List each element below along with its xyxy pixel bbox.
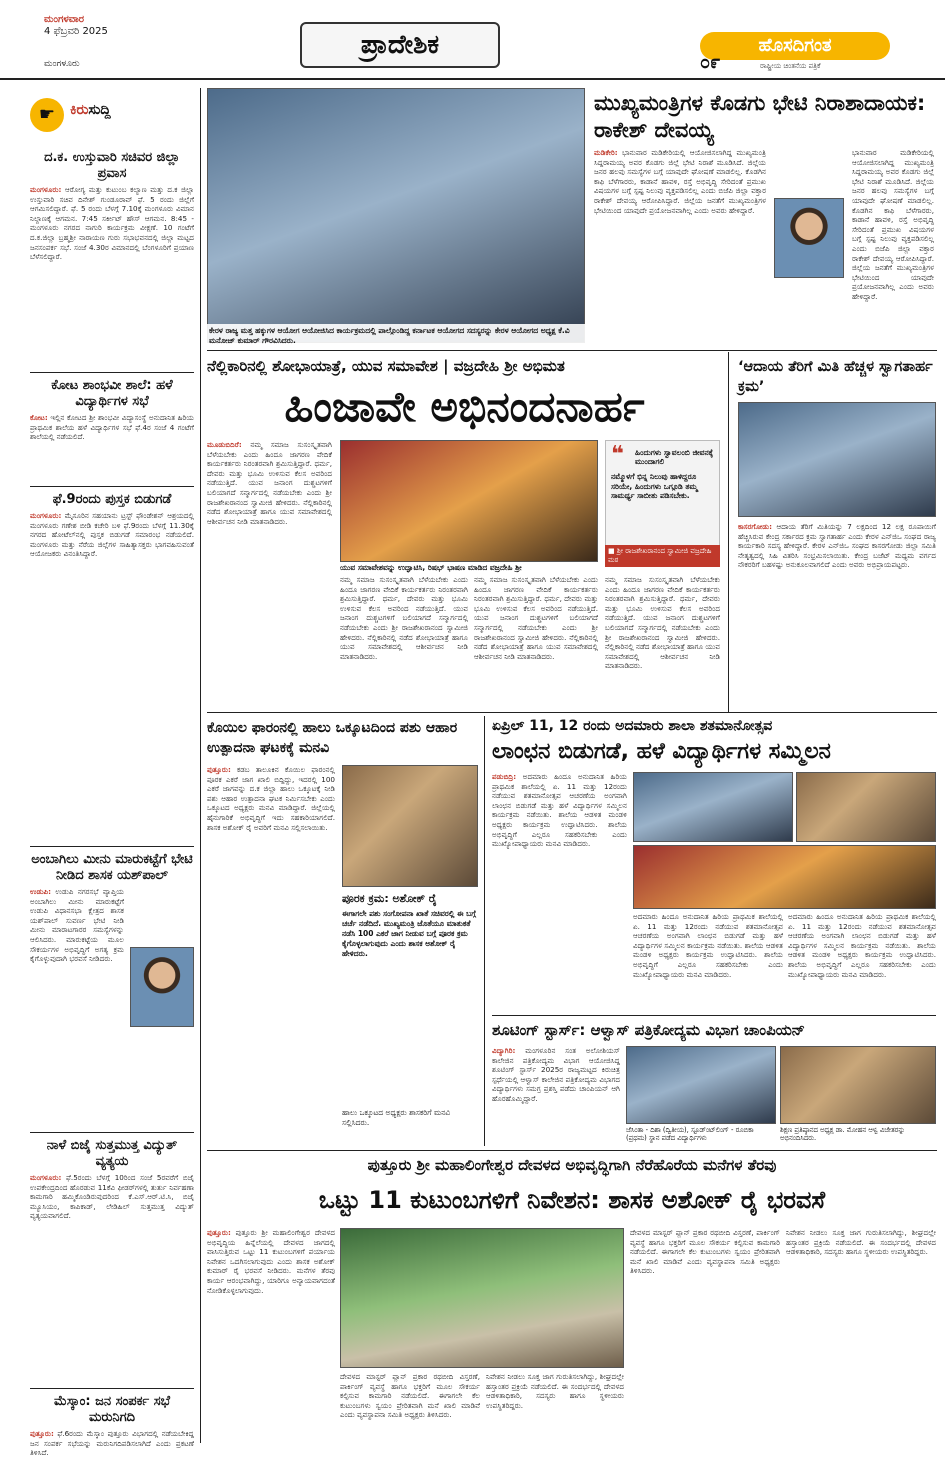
kerala-commission-photo [207,88,585,343]
column-divider [200,88,201,1443]
brief-body: ಉಡುಪಿ: ಉಡುಪಿ ನಗರಸಭೆ ವ್ಯಾಪ್ತಿಯ ಅಂಬಾಗಿಲು ಮೀನು ಮಾರುಕಟ್ಟೆಗೆ ಉಡುಪಿ ವಿಧಾನಸಭಾ ಕ್ಷೇತ್ರದ ಶಾಸಕ ಯಶ್‌ಪಾಲ್ ಸುವರ್ಣ ಭೇಟಿ ನೀಡಿ ಮೀನು ಮಾರಾಟಗಾರರ ಸಮಸ್ಯೆಗಳನ್ನು ಆಲಿಸಿದರು. ಮಾರುಕಟ್ಟೆಯ ಮೂಲ ಸೌಕರ್ಯಗಳ ಅಭಿವೃದ್ಧಿಗೆ ಅಗತ್ಯ ಕ್ರಮ ಕೈಗೊಳ್ಳುವುದಾಗಿ ಭರವಸೆ ನೀಡಿದರು. [30,887,124,964]
brief-item [30,1394,194,1459]
kodagu-headline: ಮುಖ್ಯಮಂತ್ರಿಗಳ ಕೊಡಗು ಭೇಟಿ ನಿರಾಶಾದಾಯಕ: ರಾಕೇಶ್ ದೇವಯ್ಯ [594,91,926,142]
adamaru-body-col3: ಅದಮಾರು ಹಿಂದೂ ಅನುದಾನಿತ ಹಿರಿಯ ಪ್ರಾಥಮಿಕ ಶಾಲೆಯಲ್ಲಿ ಏ. 11 ಮತ್ತು 12ರಂದು ನಡೆಯುವ ಶತಮಾನೋತ್ಸವ ಆಚರಣೆಯ ಅಂಗವಾಗಿ ಲಾಂಛನ ಬಿಡುಗಡೆ ಮತ್ತು ಹಳೆ ವಿದ್ಯಾರ್ಥಿಗಳ ಸಮ್ಮಿಲನ ಕಾರ್ಯಕ್ರಮ ನಡೆಯಿತು. ಶಾಲೆಯ ಆಡಳಿತ ಮಂಡಳಿ ಅಧ್ಯಕ್ಷರು ಕಾರ್ಯಕ್ರಮ ಉದ್ಘಾಟಿಸಿದರು. ಶಾಲೆಯ ಅಭಿವೃದ್ಧಿಗೆ ಎಲ್ಲರೂ ಸಹಕರಿಸಬೇಕು ಎಂದು ಮುಖ್ಯೋಪಾಧ್ಯಾಯರು ಮನವಿ ಮಾಡಿದರು. [788,912,936,979]
shooting-caption-a: ಜೆಸಿಂತಾ - ದಿಶಾ (ದ್ವಿತೀಯ), ಸ್ಟೂಡ್‌ಂಟ್‌ಲಿಂಗ್ - ರೂಬಿಕಾ (ಪ್ರಥಮ) ಸ್ಥಾನ ಪಡೆದ ವಿದ್ಯಾರ್ಥಿಗಳು [626,1126,754,1142]
hinjave-kicker: ನೆಲ್ಲಿಕಾರಿನಲ್ಲಿ ಶೋಭಾಯಾತ್ರೆ, ಯುವ ಸಮಾವೇಶ | ವಜ್ರದೇಹಿ ಶ್ರೀ ಅಭಿಮತ [207,357,565,375]
header-rule [0,78,945,80]
quote-author: ■ ಶ್ರೀ ರಾಜಶೇಖರಾನಂದ ಸ್ವಾಮೀಜಿ ವಜ್ರದೇಹಿ ಮಠ [605,545,720,567]
brief-title: ಫೆ.9ರಂದು ಪುಸ್ತಕ ಬಿಡುಗಡೆ [52,492,172,507]
koila-box [342,892,478,1109]
kodagu-body: ಮಡಿಕೇರಿ: ಭಾನುವಾರ ಮಡಿಕೇರಿಯಲ್ಲಿ ಆಯೋಜಿಸಲಾಗಿದ್ದ ಮುಖ್ಯಮಂತ್ರಿ ಸಿದ್ದರಾಮಯ್ಯ ಅವರ ಕೊಡಗು ಜಿಲ್ಲೆ ಭೇಟಿ ನಿರಾಶೆ ಮೂಡಿಸಿದೆ. ಜಿಲ್ಲೆಯ ಜನರ ಹಲವು ಸಮಸ್ಯೆಗಳ ಬಗ್ಗೆ ಯಾವುದೇ ಘೋಷಣೆ ಮಾಡಲಿಲ್ಲ. ಕೊಡಗಿನ ಕಾಫಿ ಬೆಳೆಗಾರರು, ಕಾಡಾನೆ ಹಾವಳಿ, ರಸ್ತೆ ಅಭಿವೃದ್ಧಿ ಸೇರಿದಂತೆ ಪ್ರಮುಖ ವಿಷಯಗಳ ಬಗ್ಗೆ ಸ್ಪಷ್ಟ ನಿಲುವು ವ್ಯಕ್ತಪಡಿಸಲಿಲ್ಲ ಎಂದು ಬಿಜೆಪಿ ಜಿಲ್ಲಾ ವಕ್ತಾರ ರಾಕೇಶ್ ದೇವಯ್ಯ ಆರೋಪಿಸಿದ್ದಾರೆ. ಜಿಲ್ಲೆಯ ಜನತೆಗೆ ಮುಖ್ಯಮಂತ್ರಿಗಳ ಭೇಟಿಯಿಂದ ಯಾವುದೇ ಪ್ರಯೋಜನವಾಗಿಲ್ಲ ಎಂದು ಅವರು ಹೇಳಿದ್ದಾರೆ. [594,148,766,215]
mahalingeshwara-kicker: ಪುತ್ತೂರು ಶ್ರೀ ಮಹಾಲಿಂಗೇಶ್ವರ ದೇವಳದ ಅಭಿವೃದ್ಧಿಗಾಗಿ ನೆರೆಹೊರೆಯ ಮನೆಗಳ ತೆರವು [367,1156,777,1174]
aadaya-photo [738,402,936,517]
brief-item [30,852,194,1127]
koila-box-title: ಪೂರಕ ಕ್ರಮ: ಅಶೋಕ್ ರೈ [342,892,437,905]
story-rule [207,1150,937,1151]
hinjave-body-col4: ನಮ್ಮ ಸಮಾಜ ಸುಸಂಸ್ಕೃತವಾಗಿ ಬೆಳೆಯಬೇಕು ಎಂದು ಹಿಂದೂ ಜಾಗರಣ ವೇದಿಕೆ ಕಾರ್ಯಕರ್ತರು ನಿರಂತರವಾಗಿ ಶ್ರಮಿಸುತ್ತಿದ್ದಾರೆ. ಧರ್ಮ, ದೇವರು ಮತ್ತು ಭೂಮಿ ಉಳಿಸುವ ಕೆಲಸ ಅವರಿಂದ ನಡೆಯುತ್ತಿದೆ. ಯುವ ಜನಾಂಗ ದುಶ್ಚಟಗಳಿಗೆ ಬಲಿಯಾಗದೆ ಸನ್ಮಾರ್ಗದಲ್ಲಿ ನಡೆಯಬೇಕು ಎಂದು ಶ್ರೀ ರಾಜಶೇಖರಾನಂದ ಸ್ವಾಮೀಜಿ ಹೇಳಿದರು. ನೆಲ್ಲಿಕಾರಿನಲ್ಲಿ ನಡೆದ ಶೋಭಾಯಾತ್ರೆ ಹಾಗೂ ಯುವ ಸಮಾವೇಶದಲ್ಲಿ ಆಶೀರ್ವಚನ ನೀಡಿ ಮಾತನಾಡಿದರು. [605,575,720,671]
story-rule [207,350,937,351]
shooting-body: ವಿದ್ಯಾಗಿರಿ: ಮಂಗಳೂರಿನ ಸಂತ ಅಲೋಶಿಯಸ್ ಕಾಲೇಜಿನ ಪತ್ರಿಕೋದ್ಯಮ ವಿಭಾಗ ಆಯೋಜಿಸಿದ್ದ ಶೂಟಿಂಗ್ ಸ್ಟಾರ್ಸ್ 2025ರ ರಾಜ್ಯಮಟ್ಟದ ಕಿರುಚಿತ್ರ ಸ್ಪರ್ಧೆಯಲ್ಲಿ ಆಳ್ವಾಸ್ ಕಾಲೇಜಿನ ಪತ್ರಿಕೋದ್ಯಮ ವಿಭಾಗದ ವಿದ್ಯಾರ್ಥಿಗಳು ಸಮಗ್ರ ಪ್ರಶಸ್ತಿ ಪಡೆದು ಚಾಂಪಿಯನ್ ಆಗಿ ಹೊರಹೊಮ್ಮಿದ್ದಾರೆ. [492,1046,620,1103]
quote-mark-icon: ❝ [611,442,624,467]
mahalingeshwara-body: ಪುತ್ತೂರು: ಪುತ್ತೂರು ಶ್ರೀ ಮಹಾಲಿಂಗೇಶ್ವರ ದೇವಳದ ಅಭಿವೃದ್ಧಿಯ ಹಿನ್ನೆಲೆಯಲ್ಲಿ ದೇವಳದ ಜಾಗದಲ್ಲಿ ವಾಸಿಸುತ್ತಿರುವ ಒಟ್ಟು 11 ಕುಟುಂಬಗಳಿಗೆ ಪರ್ಯಾಯ ನಿವೇಶನ ಒದಗಿಸಲಾಗುವುದು ಎಂದು ಶಾಸಕ ಅಶೋಕ್ ಕುಮಾರ್ ರೈ ಭರವಸೆ ನೀಡಿದರು. ಮನೆಗಳ ತೆರವು ಕಾರ್ಯ ಆರಂಭವಾಗಿದ್ದು, ಯಾರಿಗೂ ಅನ್ಯಾಯವಾಗದಂತೆ ನೋಡಿಕೊಳ್ಳಲಾಗುವುದು. [207,1228,335,1295]
mahalingeshwara-headline: ಒಟ್ಟು 11 ಕುಟುಂಬಗಳಿಗೆ ನಿವೇಶನ: ಶಾಸಕ ಅಶೋಕ್ ರೈ ಭರವಸೆ [318,1186,826,1214]
brief-title: ಕೋಟ ಶಾಂಭವೀ ಶಾಲೆ: ಹಳೆ ವಿದ್ಯಾರ್ಥಿಗಳ ಸಭೆ [51,378,173,409]
hinjave-body-col2: ನಮ್ಮ ಸಮಾಜ ಸುಸಂಸ್ಕೃತವಾಗಿ ಬೆಳೆಯಬೇಕು ಎಂದು ಹಿಂದೂ ಜಾಗರಣ ವೇದಿಕೆ ಕಾರ್ಯಕರ್ತರು ನಿರಂತರವಾಗಿ ಶ್ರಮಿಸುತ್ತಿದ್ದಾರೆ. ಧರ್ಮ, ದೇವರು ಮತ್ತು ಭೂಮಿ ಉಳಿಸುವ ಕೆಲಸ ಅವರಿಂದ ನಡೆಯುತ್ತಿದೆ. ಯುವ ಜನಾಂಗ ದುಶ್ಚಟಗಳಿಗೆ ಬಲಿಯಾಗದೆ ಸನ್ಮಾರ್ಗದಲ್ಲಿ ನಡೆಯಬೇಕು ಎಂದು ಶ್ರೀ ರಾಜಶೇಖರಾನಂದ ಸ್ವಾಮೀಜಿ ಹೇಳಿದರು. ನೆಲ್ಲಿಕಾರಿನಲ್ಲಿ ನಡೆದ ಶೋಭಾಯಾತ್ರೆ ಹಾಗೂ ಯುವ ಸಮಾವೇಶದಲ್ಲಿ ಆಶೀರ್ವಚನ ನೀಡಿ ಮಾತನಾಡಿದರು. [340,575,468,661]
brief-body: ಮಂಗಳೂರು: ಫೆ.5ರಂದು ಬೆಳಗ್ಗೆ 10ರಿಂದ ಸಂಜೆ 5ರವರೆಗೆ ಬಿಜೈ ಉಪಕೇಂದ್ರದಿಂದ ಹೊರಡುವ 11ಕೆವಿ ಫೀಡರ್‌ಗಳಲ್ಲಿ ತುರ್ತು ನಿರ್ವಹಣಾ ಕಾಮಗಾರಿ ಹಮ್ಮಿಕೊಂಡಿರುವುದರಿಂದ ಕೆ.ಎಸ್.ಆರ್.ಟಿ.ಸಿ, ಬಿಜೈ ಮ್ಯೂಸಿಯಂ, ಕಾಪಿಕಾಡ್, ಲೇಡಿಹಿಲ್ ಸುತ್ತಮುತ್ತ ವಿದ್ಯುತ್ ವ್ಯತ್ಯಯವಾಗಲಿದೆ. [30,1173,194,1221]
brief-title: ಅಂಬಾಗಿಲು ಮೀನು ಮಾರುಕಟ್ಟೆಗೆ ಭೇಟಿ ನೀಡಿದ ಶಾಸಕ ಯಶ್‌ಪಾಲ್ [31,852,193,883]
masthead-day: ಮಂಗಳವಾರ [44,14,85,25]
column-divider [728,352,729,712]
hinjave-headline: ಹಿಂಜಾವೇ ಅಭಿನಂದನಾರ್ಹ [284,382,645,431]
kodagu-story [594,148,934,343]
masthead-dateline [44,14,108,70]
mahalingeshwara-body-col3: ನಿವೇಶನ ನೀಡಲು ಸೂಕ್ತ ಜಾಗ ಗುರುತಿಸಲಾಗಿದ್ದು, ಶೀಘ್ರದಲ್ಲೇ ಹಸ್ತಾಂತರ ಪ್ರಕ್ರಿಯೆ ನಡೆಯಲಿದೆ. ಈ ಸಂದರ್ಭದಲ್ಲಿ ದೇವಳದ ಆಡಳಿತಾಧಿಕಾರಿ, ಸದಸ್ಯರು ಹಾಗೂ ಸ್ಥಳೀಯರು ಉಪಸ್ಥಿತರಿದ್ದರು. [486,1372,624,1410]
column-divider [484,716,485,1146]
brief-title: ನಾಳೆ ಬಿಜೈ ಸುತ್ತಮುತ್ತ ವಿದ್ಯುತ್ ವ್ಯತ್ಯಯ [46,1138,178,1169]
masthead-place: ಮಂಗಳೂರು [44,59,80,69]
aadaya-headline: ‘ಆದಾಯ ತೆರಿಗೆ ಮಿತಿ ಹೆಚ್ಚಳ ಸ್ವಾಗತಾರ್ಹ ಕ್ರಮ’ [738,359,933,395]
aadaya-body: ಕಾಸರಗೋಡು: ಆದಾಯ ತೆರಿಗೆ ಮಿತಿಯನ್ನು 7 ಲಕ್ಷದಿಂದ 12 ಲಕ್ಷ ರೂಪಾಯಿಗೆ ಹೆಚ್ಚಿಸಿರುವ ಕೇಂದ್ರ ಸರ್ಕಾರದ ಕ್ರಮ ಸ್ವಾಗತಾರ್ಹ ಎಂದು ಕೇರಳ ಎನ್‌ಜಿಒ ಸಂಘದ ರಾಜ್ಯ ಕಾರ್ಯಕಾರಿ ಸದಸ್ಯ ಹೇಳಿದ್ದಾರೆ. ಕೇರಳ ಎನ್‌ಜಿಒ ಸಂಘದ ಕಾಸರಗೋಡು ಜಿಲ್ಲಾ ಸಮಿತಿ ನೇತೃತ್ವದಲ್ಲಿ ಸಿಹಿ ವಿತರಿಸಿ ಸಂಭ್ರಮಿಸಲಾಯಿತು. ಕೇಂದ್ರ ಬಜೆಟ್ ಮಧ್ಯಮ ವರ್ಗದ ನೌಕರರಿಗೆ ಬಹಳಷ್ಟು ಅನುಕೂಲವಾಗಲಿದೆ ಎಂದು ಅವರು ಅಭಿಪ್ರಾಯಪಟ್ಟರು. [738,522,936,570]
koila-photo-caption: ಹಾಲು ಒಕ್ಕೂಟದ ಅಧ್ಯಕ್ಷರು ಶಾಸಕರಿಗೆ ಮನವಿ ಸಲ್ಲಿಸಿದರು. [342,1108,451,1127]
koila-headline: ಕೊಯಿಲ ಫಾರಂನಲ್ಲಿ ಹಾಲು ಒಕ್ಕೂಟದಿಂದ ಪಶು ಆಹಾರ ಉತ್ಪಾದನಾ ಘಟಕಕ್ಕೆ ಮನವಿ [207,720,458,756]
top-photo-caption: ಕೇರಳ ರಾಜ್ಯ ಮತ್ತ ಹಕ್ಕುಗಳ ಆಯೋಗ ಆಯೋಜಿಸಿದ ಕಾರ್ಯಕ್ರಮದಲ್ಲಿ ಪಾಲ್ಗೊಂಡಿದ್ದ ಕರ್ನಾಟಕ ಆಯೋಗದ ಸದಸ್ಯರನ್ನು ಕೇರಳ ಆಯೋಗದ ಅಧ್ಯಕ್ಷ ಕೆ.ವಿ ಮನೋಜ್ ಕುಮಾರ್ ಗೌರವಿಸಿದರು. [207,324,585,347]
hinjave-photo-caption: ಯುವ ಸಮಾವೇಶವನ್ನು ಉದ್ಘಾಟಿಸಿ, ರಿಷಭ್ ಭಾಷಣ ಮಾಡಿದ ವಜ್ರದೇಹಿ ಶ್ರೀ [340,563,522,572]
brand-tagline: ರಾಷ್ಟ್ರೀಯ ಚಿಂತನೆಯ ಪತ್ರಿಕೆ [760,62,821,70]
mahalingeshwara-body-col5: ನಿವೇಶನ ನೀಡಲು ಸೂಕ್ತ ಜಾಗ ಗುರುತಿಸಲಾಗಿದ್ದು, ಶೀಘ್ರದಲ್ಲೇ ಹಸ್ತಾಂತರ ಪ್ರಕ್ರಿಯೆ ನಡೆಯಲಿದೆ. ಈ ಸಂದರ್ಭದಲ್ಲಿ ದೇವಳದ ಆಡಳಿತಾಧಿಕಾರಿ, ಸದಸ್ಯರು ಹಾಗೂ ಸ್ಥಳೀಯರು ಉಪಸ್ಥಿತರಿದ್ದರು. [786,1228,936,1257]
adamaru-body-col2: ಅದಮಾರು ಹಿಂದೂ ಅನುದಾನಿತ ಹಿರಿಯ ಪ್ರಾಥಮಿಕ ಶಾಲೆಯಲ್ಲಿ ಏ. 11 ಮತ್ತು 12ರಂದು ನಡೆಯುವ ಶತಮಾನೋತ್ಸವ ಆಚರಣೆಯ ಅಂಗವಾಗಿ ಲಾಂಛನ ಬಿಡುಗಡೆ ಮತ್ತು ಹಳೆ ವಿದ್ಯಾರ್ಥಿಗಳ ಸಮ್ಮಿಲನ ಕಾರ್ಯಕ್ರಮ ನಡೆಯಿತು. ಶಾಲೆಯ ಆಡಳಿತ ಮಂಡಳಿ ಅಧ್ಯಕ್ಷರು ಕಾರ್ಯಕ್ರಮ ಉದ್ಘಾಟಿಸಿದರು. ಶಾಲೆಯ ಅಭಿವೃದ್ಧಿಗೆ ಎಲ್ಲರೂ ಸಹಕರಿಸಬೇಕು ಎಂದು ಮುಖ್ಯೋಪಾಧ್ಯಾಯರು ಮನವಿ ಮಾಡಿದರು. [633,912,783,979]
adamaru-headline: ಲಾಂಛನ ಬಿಡುಗಡೆ, ಹಳೆ ವಿದ್ಯಾರ್ಥಿಗಳ ಸಮ್ಮಿಲನ [492,739,831,764]
mla-portrait [130,947,194,1027]
brief-item [30,150,194,367]
mahalingeshwara-body-col2: ದೇವಳದ ಮಾಸ್ಟರ್ ಪ್ಲಾನ್ ಪ್ರಕಾರ ರಥಬೀದಿ ವಿಸ್ತರಣೆ, ಪಾರ್ಕಿಂಗ್ ವ್ಯವಸ್ಥೆ ಹಾಗೂ ಭಕ್ತರಿಗೆ ಮೂಲ ಸೌಕರ್ಯ ಕಲ್ಪಿಸುವ ಕಾಮಗಾರಿ ನಡೆಯಲಿದೆ. ಈಗಾಗಲೇ ಕೆಲ ಕುಟುಂಬಗಳು ಸ್ವಯಂ ಪ್ರೇರಿತವಾಗಿ ಮನೆ ಖಾಲಿ ಮಾಡಿವೆ ಎಂದು ವ್ಯವಸ್ಥಾಪನಾ ಸಮಿತಿ ಅಧ್ಯಕ್ಷರು ತಿಳಿಸಿದರು. [340,1372,480,1420]
hinjave-quote-box [605,440,720,562]
left-news-column [30,150,194,1459]
koila-box-body: ಈಗಾಗಲೇ ಪಶು ಸಂಗೋಪನಾ ಖಾತೆ ಸಚಿವರಲ್ಲಿ ಈ ಬಗ್ಗೆ ಚರ್ಚೆ ನಡೆದಿದೆ. ಮುಖ್ಯಮಂತ್ರಿ ಜೊತೆಯೂ ಮಾತುಕತೆ ನಡೆಸಿ 100 ಎಕರೆ ಜಾಗ ನೀಡುವ ಬಗ್ಗೆ ಪೂರಕ ಕ್ರಮ ಕೈಗೊಳ್ಳಲಾಗುವುದು ಎಂದು ಶಾಸಕ ಅಶೋಕ್ ರೈ ಹೇಳಿದರು. [342,909,477,958]
shooting-caption-b: ಶಿಕ್ಷಣ ಪ್ರತಿಷ್ಠಾನದ ಅಧ್ಯಕ್ಷ ಡಾ. ಮೋಹನ ಆಳ್ವ ವಿಜೇತರನ್ನು ಅಭಿನಂದಿಸಿದರು. [780,1126,906,1142]
kiru-suddi-badge [30,98,190,128]
section-title: ಪ್ರಾದೇಶಿಕ [300,22,500,68]
hinjave-photo [340,440,598,562]
brand-logo: ಹೊಸದಿಗಂತ [700,32,890,60]
hand-point-icon: ☛ [30,98,64,132]
suddi-label: ಸುದ್ದಿ [88,102,111,118]
brief-body: ಮಂಗಳೂರು: ಆರೋಗ್ಯ ಮತ್ತು ಕುಟುಂಬ ಕಲ್ಯಾಣ ಮತ್ತು ದ.ಕ ಜಿಲ್ಲಾ ಉಸ್ತುವಾರಿ ಸಚಿವ ದಿನೇಶ್ ಗುಂಡೂರಾವ್ ಫೆ. 5 ರಂದು ಜಿಲ್ಲೆಗೆ ಆಗಮಿಸಲಿದ್ದಾರೆ. ಫೆ. 5 ರಂದು ಬೆಳಗ್ಗೆ 7.10ಕ್ಕೆ ಮಂಗಳೂರು ವಿಮಾನ ನಿಲ್ದಾಣಕ್ಕೆ ಆಗಮನ. 7:45 ಸರ್ಕೀಟ್ ಹೌಸ್ ಆಗಮನ. 8:45 - ಮಂಗಳೂರು ನಗರದ ನಾಗುರಿ ಕಾರ್ಯಕ್ರಮ ವೀಕ್ಷಣೆ. 10 ಗಂಟೆಗೆ ದ.ಕ.ಜಿಲ್ಲಾ ಬ್ರಹ್ಮಶ್ರೀ ನಾರಾಯಣ ಗುರು ಸಭಾಭವನದಲ್ಲಿ ಜಿಲ್ಲಾ ಮಟ್ಟದ ಜನಸಂಪರ್ಕ ಸಭೆ. ಸಂಜೆ 4.30ರ ವಿಮಾನದಲ್ಲಿ ಬೆಂಗಳೂರಿಗೆ ಪ್ರಯಾಣ ಬೆಳೆಸಲಿದ್ದಾರೆ. [30,185,194,262]
masthead-date: 4 ಫೆಬ್ರವರಿ 2025 [44,26,108,37]
shooting-headline: ಶೂಟಿಂಗ್ ಸ್ಟಾರ್ಸ್: ಆಳ್ವಾಸ್ ಪತ್ರಿಕೋದ್ಯಮ ವಿಭಾಗ ಚಾಂಪಿಯನ್ [492,1021,805,1039]
brief-body: ಕೋಟ: ಇಲ್ಲಿನ ಕೋಟದ ಶ್ರೀ ಶಾಂಭವೀ ವಿದ್ಯಾಸಂಸ್ಥೆ ಅನುದಾನಿತ ಹಿರಿಯ ಪ್ರಾಥಮಿಕ ಶಾಲೆಯ ಹಳೆ ವಿದ್ಯಾರ್ಥಿಗಳ ಸಭೆ ಫೆ.4ರ ಸಂಜೆ 4 ಗಂಟೆಗೆ ಶಾಲೆಯಲ್ಲಿ ನಡೆಯಲಿದೆ. [30,413,194,442]
quote-body: ನಮ್ಮೊಳಗೆ ಭಿನ್ನ ನಿಲುವು ಹಾಳಿದ್ದರೂ ಸರಿಯೇ, ಹಿಂದುಗಳು ಒಗ್ಗೂಡಿ ತಮ್ಮ ಸಾಮರ್ಥ್ಯ ಸಾಬೀತು ಪಡಿಸಬೇಕು. [611,472,698,500]
adamaru-body: ಪಡುಬಿದ್ರಿ: ಅದಮಾರು ಹಿಂದೂ ಅನುದಾನಿತ ಹಿರಿಯ ಪ್ರಾಥಮಿಕ ಶಾಲೆಯಲ್ಲಿ ಏ. 11 ಮತ್ತು 12ರಂದು ನಡೆಯುವ ಶತಮಾನೋತ್ಸವ ಆಚರಣೆಯ ಅಂಗವಾಗಿ ಲಾಂಛನ ಬಿಡುಗಡೆ ಮತ್ತು ಹಳೆ ವಿದ್ಯಾರ್ಥಿಗಳ ಸಮ್ಮಿಲನ ಕಾರ್ಯಕ್ರಮ ನಡೆಯಿತು. ಶಾಲೆಯ ಆಡಳಿತ ಮಂಡಳಿ ಅಧ್ಯಕ್ಷರು ಕಾರ್ಯಕ್ರಮ ಉದ್ಘಾಟಿಸಿದರು. ಶಾಲೆಯ ಅಭಿವೃದ್ಧಿಗೆ ಎಲ್ಲರೂ ಸಹಕರಿಸಬೇಕು ಎಂದು ಮುಖ್ಯೋಪಾಧ್ಯಾಯರು ಮನವಿ ಮಾಡಿದರು. [492,772,627,849]
kodagu-body-cont: ಭಾನುವಾರ ಮಡಿಕೇರಿಯಲ್ಲಿ ಆಯೋಜಿಸಲಾಗಿದ್ದ ಮುಖ್ಯಮಂತ್ರಿ ಸಿದ್ದರಾಮಯ್ಯ ಅವರ ಕೊಡಗು ಜಿಲ್ಲೆ ಭೇಟಿ ನಿರಾಶೆ ಮೂಡಿಸಿದೆ. ಜಿಲ್ಲೆಯ ಜನರ ಹಲವು ಸಮಸ್ಯೆಗಳ ಬಗ್ಗೆ ಯಾವುದೇ ಘೋಷಣೆ ಮಾಡಲಿಲ್ಲ. ಕೊಡಗಿನ ಕಾಫಿ ಬೆಳೆಗಾರರು, ಕಾಡಾನೆ ಹಾವಳಿ, ರಸ್ತೆ ಅಭಿವೃದ್ಧಿ ಸೇರಿದಂತೆ ಪ್ರಮುಖ ವಿಷಯಗಳ ಬಗ್ಗೆ ಸ್ಪಷ್ಟ ನಿಲುವು ವ್ಯಕ್ತಪಡಿಸಲಿಲ್ಲ ಎಂದು ಬಿಜೆಪಿ ಜಿಲ್ಲಾ ವಕ್ತಾರ ರಾಕೇಶ್ ದೇವಯ್ಯ ಆರೋಪಿಸಿದ್ದಾರೆ. ಜಿಲ್ಲೆಯ ಜನತೆಗೆ ಮುಖ್ಯಮಂತ್ರಿಗಳ ಭೇಟಿಯಿಂದ ಯಾವುದೇ ಪ್ರಯೋಜನವಾಗಿಲ್ಲ ಎಂದು ಅವರು ಹೇಳಿದ್ದಾರೆ. [852,148,934,301]
brief-body: ಮಂಗಳೂರು: ಮೈಸೂರಿನ ಸಹಯಾನು ಟ್ರಸ್ಟ್ ಫೌಂಡೇಶನ್ ಆಶ್ರಯದಲ್ಲಿ ಮಂಗಳೂರು ಗಣೇಶ ಬೀಡಿ ಕಚೇರಿ ಬಳಿ ಫೆ.9ರಂದು ಬೆಳಗ್ಗೆ 11.30ಕ್ಕೆ ನಗರದ ಹೋಟೆಲ್‌ನಲ್ಲಿ ಪುಸ್ತಕ ಬಿಡುಗಡೆ ಸಮಾರಂಭ ನಡೆಯಲಿದೆ. ಮಂಗಳೂರು ಮತ್ತು ನೆರೆಯ ಜಿಲ್ಲೆಗಳ ಸಾಹಿತ್ಯಾಸಕ್ತರು ಭಾಗವಹಿಸುವಂತೆ ಆಯೋಜಕರು ವಿನಂತಿಸಿದ್ದಾರೆ. [30,511,194,559]
adamaru-photo-b [796,772,936,842]
adamaru-kicker: ಏಪ್ರಿಲ್ 11, 12 ರಂದು ಅದಮಾರು ಶಾಲಾ ಶತಮಾನೋತ್ಸವ [492,718,773,734]
mahalingeshwara-body-col4: ದೇವಳದ ಮಾಸ್ಟರ್ ಪ್ಲಾನ್ ಪ್ರಕಾರ ರಥಬೀದಿ ವಿಸ್ತರಣೆ, ಪಾರ್ಕಿಂಗ್ ವ್ಯವಸ್ಥೆ ಹಾಗೂ ಭಕ್ತರಿಗೆ ಮೂಲ ಸೌಕರ್ಯ ಕಲ್ಪಿಸುವ ಕಾಮಗಾರಿ ನಡೆಯಲಿದೆ. ಈಗಾಗಲೇ ಕೆಲ ಕುಟುಂಬಗಳು ಸ್ವಯಂ ಪ್ರೇರಿತವಾಗಿ ಮನೆ ಖಾಲಿ ಮಾಡಿವೆ ಎಂದು ವ್ಯವಸ್ಥಾಪನಾ ಸಮಿತಿ ಅಧ್ಯಕ್ಷರು ತಿಳಿಸಿದರು. [630,1228,780,1276]
house-clearance-photo [340,1228,624,1368]
brief-title: ಮೆಸ್ಕಾಂ: ಜನ ಸಂಪರ್ಕ ಸಭೆ ಮರುನಿಗದಿ [54,1394,170,1425]
brief-item [30,378,194,481]
hinjave-body: ಮೂಡುಬಿದಿರೆ: ನಮ್ಮ ಸಮಾಜ ಸುಸಂಸ್ಕೃತವಾಗಿ ಬೆಳೆಯಬೇಕು ಎಂದು ಹಿಂದೂ ಜಾಗರಣ ವೇದಿಕೆ ಕಾರ್ಯಕರ್ತರು ನಿರಂತರವಾಗಿ ಶ್ರಮಿಸುತ್ತಿದ್ದಾರೆ. ಧರ್ಮ, ದೇವರು ಮತ್ತು ಭೂಮಿ ಉಳಿಸುವ ಕೆಲಸ ಅವರಿಂದ ನಡೆಯುತ್ತಿದೆ. ಯುವ ಜನಾಂಗ ದುಶ್ಚಟಗಳಿಗೆ ಬಲಿಯಾಗದೆ ಸನ್ಮಾರ್ಗದಲ್ಲಿ ನಡೆಯಬೇಕು ಎಂದು ಶ್ರೀ ರಾಜಶೇಖರಾನಂದ ಸ್ವಾಮೀಜಿ ಹೇಳಿದರು. ನೆಲ್ಲಿಕಾರಿನಲ್ಲಿ ನಡೆದ ಶೋಭಾಯಾತ್ರೆ ಹಾಗೂ ಯುವ ಸಮಾವೇಶದಲ್ಲಿ ಆಶೀರ್ವಚನ ನೀಡಿ ಮಾತನಾಡಿದರು. [207,440,332,526]
brief-title: ದ.ಕ. ಉಸ್ತುವಾರಿ ಸಚಿವರ ಜಿಲ್ಲಾ ಪ್ರವಾಸ [44,150,180,181]
koila-body: ಪುತ್ತೂರು: ಕಡಬ ತಾಲೂಕಿನ ಕೊಯಿಲ ಫಾರಂನಲ್ಲಿ ಪೂರಕ ಎಕರೆ ಜಾಗ ಖಾಲಿ ಬಿದ್ದಿದ್ದು, ಇದರಲ್ಲಿ 100 ಎಕರೆ ಜಾಗವನ್ನು ದ.ಕ ಜಿಲ್ಲಾ ಹಾಲು ಒಕ್ಕೂಟಕ್ಕೆ ನೀಡಿ ಪಶು ಆಹಾರ ಉತ್ಪಾದನಾ ಘಟಕ ನಿರ್ಮಿಸಬೇಕು ಎಂದು ಒಕ್ಕೂಟದ ಅಧ್ಯಕ್ಷರು ಮನವಿ ಮಾಡಿದ್ದಾರೆ. ಜಿಲ್ಲೆಯಲ್ಲಿ ಹೈನುಗಾರಿಕೆ ಅಭಿವೃದ್ಧಿಗೆ ಇದು ಸಹಕಾರಿಯಾಗಲಿದೆ. ಶಾಸಕ ಅಶೋಕ್ ರೈ ಅವರಿಗೆ ಮನವಿ ಸಲ್ಲಿಸಲಾಯಿತು. [207,765,335,832]
shooting-photo-a [626,1046,776,1124]
page-number: ೦೯ [700,52,721,73]
hinjave-body-col3: ನಮ್ಮ ಸಮಾಜ ಸುಸಂಸ್ಕೃತವಾಗಿ ಬೆಳೆಯಬೇಕು ಎಂದು ಹಿಂದೂ ಜಾಗರಣ ವೇದಿಕೆ ಕಾರ್ಯಕರ್ತರು ನಿರಂತರವಾಗಿ ಶ್ರಮಿಸುತ್ತಿದ್ದಾರೆ. ಧರ್ಮ, ದೇವರು ಮತ್ತು ಭೂಮಿ ಉಳಿಸುವ ಕೆಲಸ ಅವರಿಂದ ನಡೆಯುತ್ತಿದೆ. ಯುವ ಜನಾಂಗ ದುಶ್ಚಟಗಳಿಗೆ ಬಲಿಯಾಗದೆ ಸನ್ಮಾರ್ಗದಲ್ಲಿ ನಡೆಯಬೇಕು ಎಂದು ಶ್ರೀ ರಾಜಶೇಖರಾನಂದ ಸ್ವಾಮೀಜಿ ಹೇಳಿದರು. ನೆಲ್ಲಿಕಾರಿನಲ್ಲಿ ನಡೆದ ಶೋಭಾಯಾತ್ರೆ ಹಾಗೂ ಯುವ ಸಮಾವೇಶದಲ್ಲಿ ಆಶೀರ್ವಚನ ನೀಡಿ ಮಾತನಾಡಿದರು. [474,575,598,661]
adamaru-photo-c [633,845,936,909]
story-rule [492,1015,936,1016]
adamaru-photo-a [633,772,793,842]
story-rule [207,712,937,713]
rakesh-devaiah-portrait [774,198,844,278]
brief-body: ಪುತ್ತೂರು: ಫೆ.6ರಂದು ಮೆಸ್ಕಾಂ ಪುತ್ತೂರು ವಿಭಾಗದಲ್ಲಿ ನಡೆಯಬೇಕಿದ್ದ ಜನ ಸಂಪರ್ಕ ಸಭೆಯನ್ನು ಮರುನಿಗದಿಪಡಿಸಲಾಗಿದೆ ಎಂದು ಪ್ರಕಟಣೆ ತಿಳಿಸಿದೆ. [30,1429,194,1458]
koila-photo [342,765,478,887]
brief-item [30,1138,194,1383]
brief-item [30,492,194,841]
shooting-photo-b [780,1046,936,1124]
quote-title: ಹಿಂದುಗಳು ಸ್ವಾವಲಂಬಿ ಜೀವನಕ್ಕೆ ಮುಂದಾಗಲಿ [635,448,714,466]
kiru-label: ಕಿರು [70,102,89,118]
